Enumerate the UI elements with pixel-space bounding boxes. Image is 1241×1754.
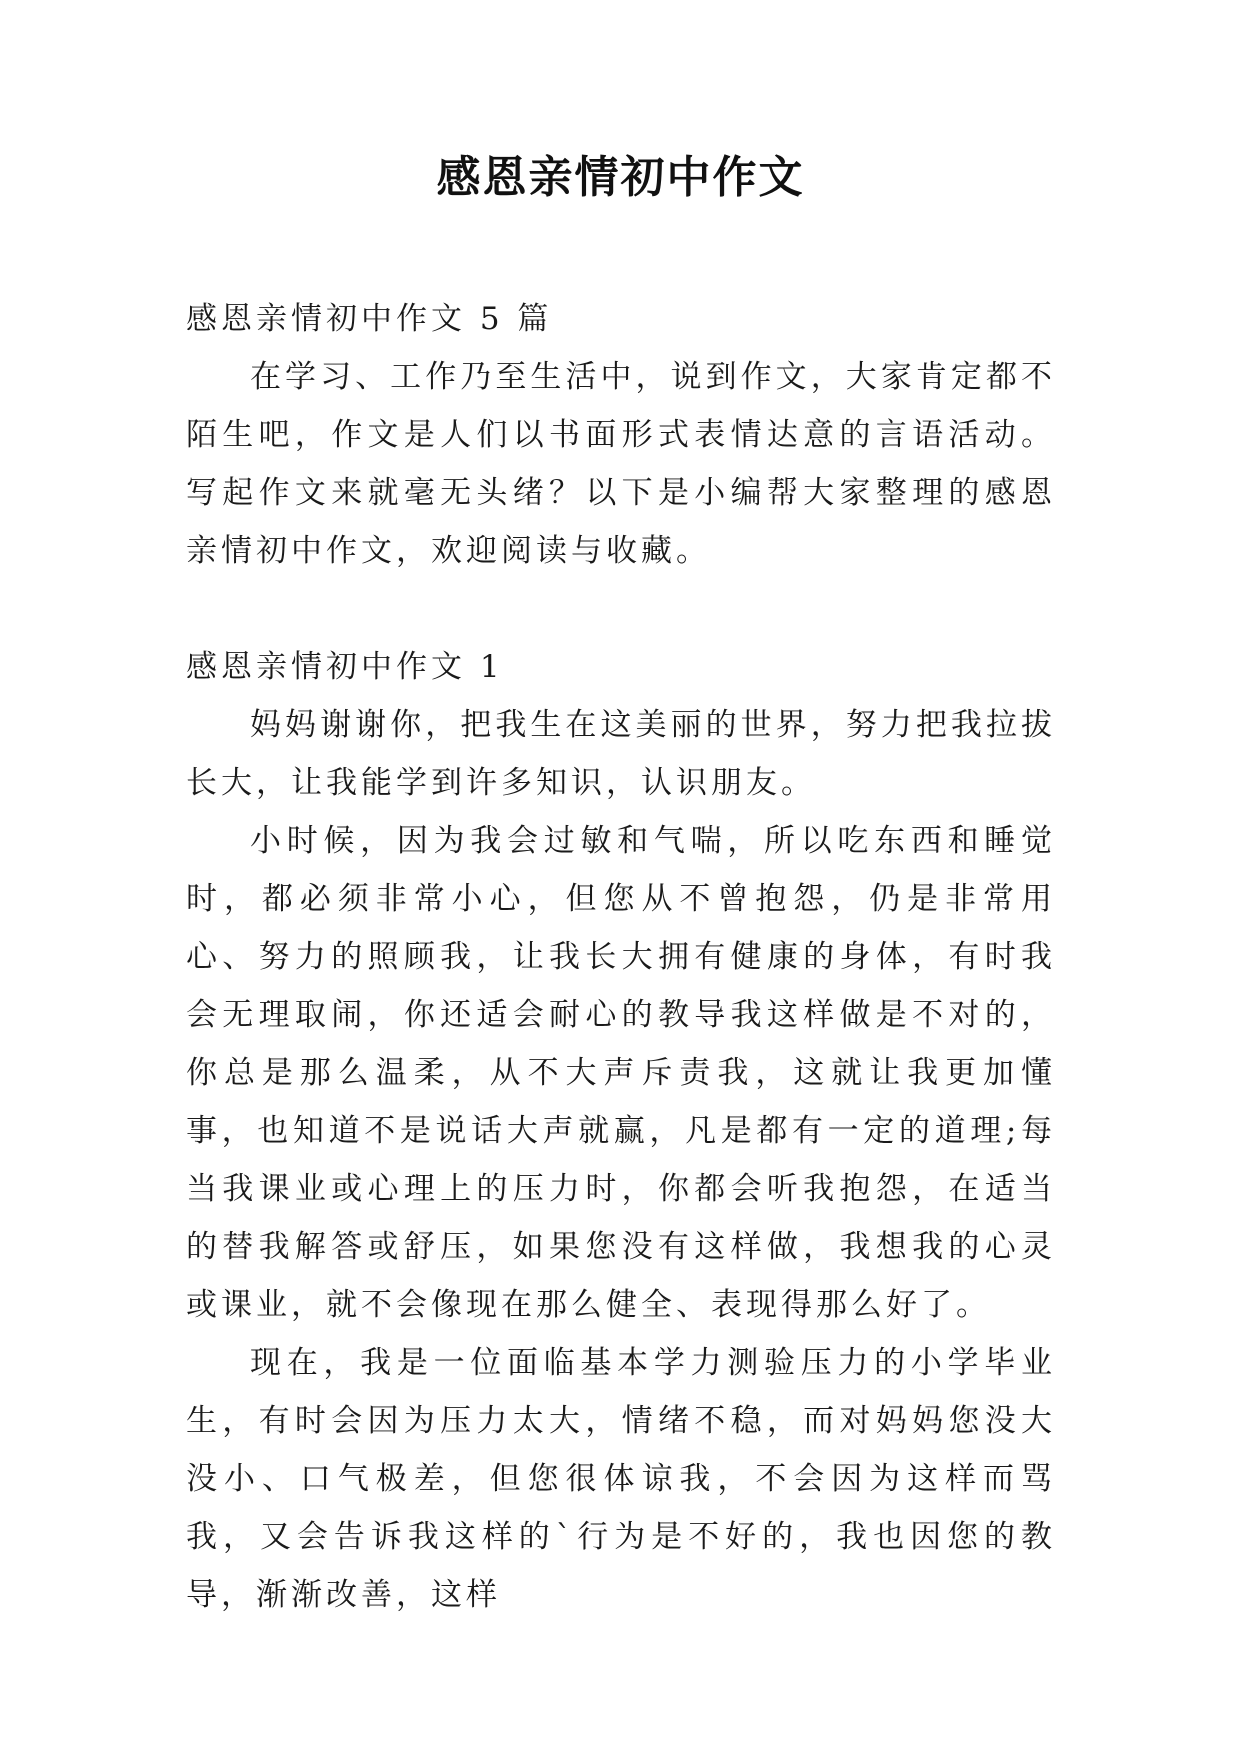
document-subtitle: 感恩亲情初中作文 5 篇 xyxy=(186,301,553,337)
document-body xyxy=(186,290,1056,1624)
body-paragraph: 现在，我是一位面临基本学力测验压力的小学毕业生，有时会因为压力太大，情绪不稳，而对妈妈您没大没小、口气极差，但您很体谅我，不会因为这样而骂我，又会告诉我这样的`行为是不好的，我也因您的教导，渐渐改善，这样 xyxy=(186,1345,1056,1613)
section-heading: 感恩亲情初中作文 1 xyxy=(186,649,504,685)
section-spacer xyxy=(186,580,1056,638)
document-title: 感恩亲情初中作文 xyxy=(436,152,805,203)
body-paragraph: 妈妈谢谢你，把我生在这美丽的世界，努力把我拉拔长大，让我能学到许多知识，认识朋友。 xyxy=(186,707,1056,801)
intro-paragraph: 在学习、工作乃至生活中，说到作文，大家肯定都不陌生吧，作文是人们以书面形式表情达意的言语活动。写起作文来就毫无头绪？以下是小编帮大家整理的感恩亲情初中作文，欢迎阅读与收藏。 xyxy=(186,359,1056,569)
body-paragraph: 小时候，因为我会过敏和气喘，所以吃东西和睡觉时，都必须非常小心，但您从不曾抱怨，仍是非常用心、努力的照顾我，让我长大拥有健康的身体，有时我会无理取闹，你还适会耐心的教导我这样做是不对的，你总是那么温柔，从不大声斥责我，这就让我更加懂事，也知道不是说话大声就赢，凡是都有一定的道理;每当我课业或心理上的压力时，你都会听我抱怨，在适当的替我解答或舒压，如果您没有这样做，我想我的心灵或课业，就不会像现在那么健全、表现得那么好了。 xyxy=(186,823,1056,1323)
